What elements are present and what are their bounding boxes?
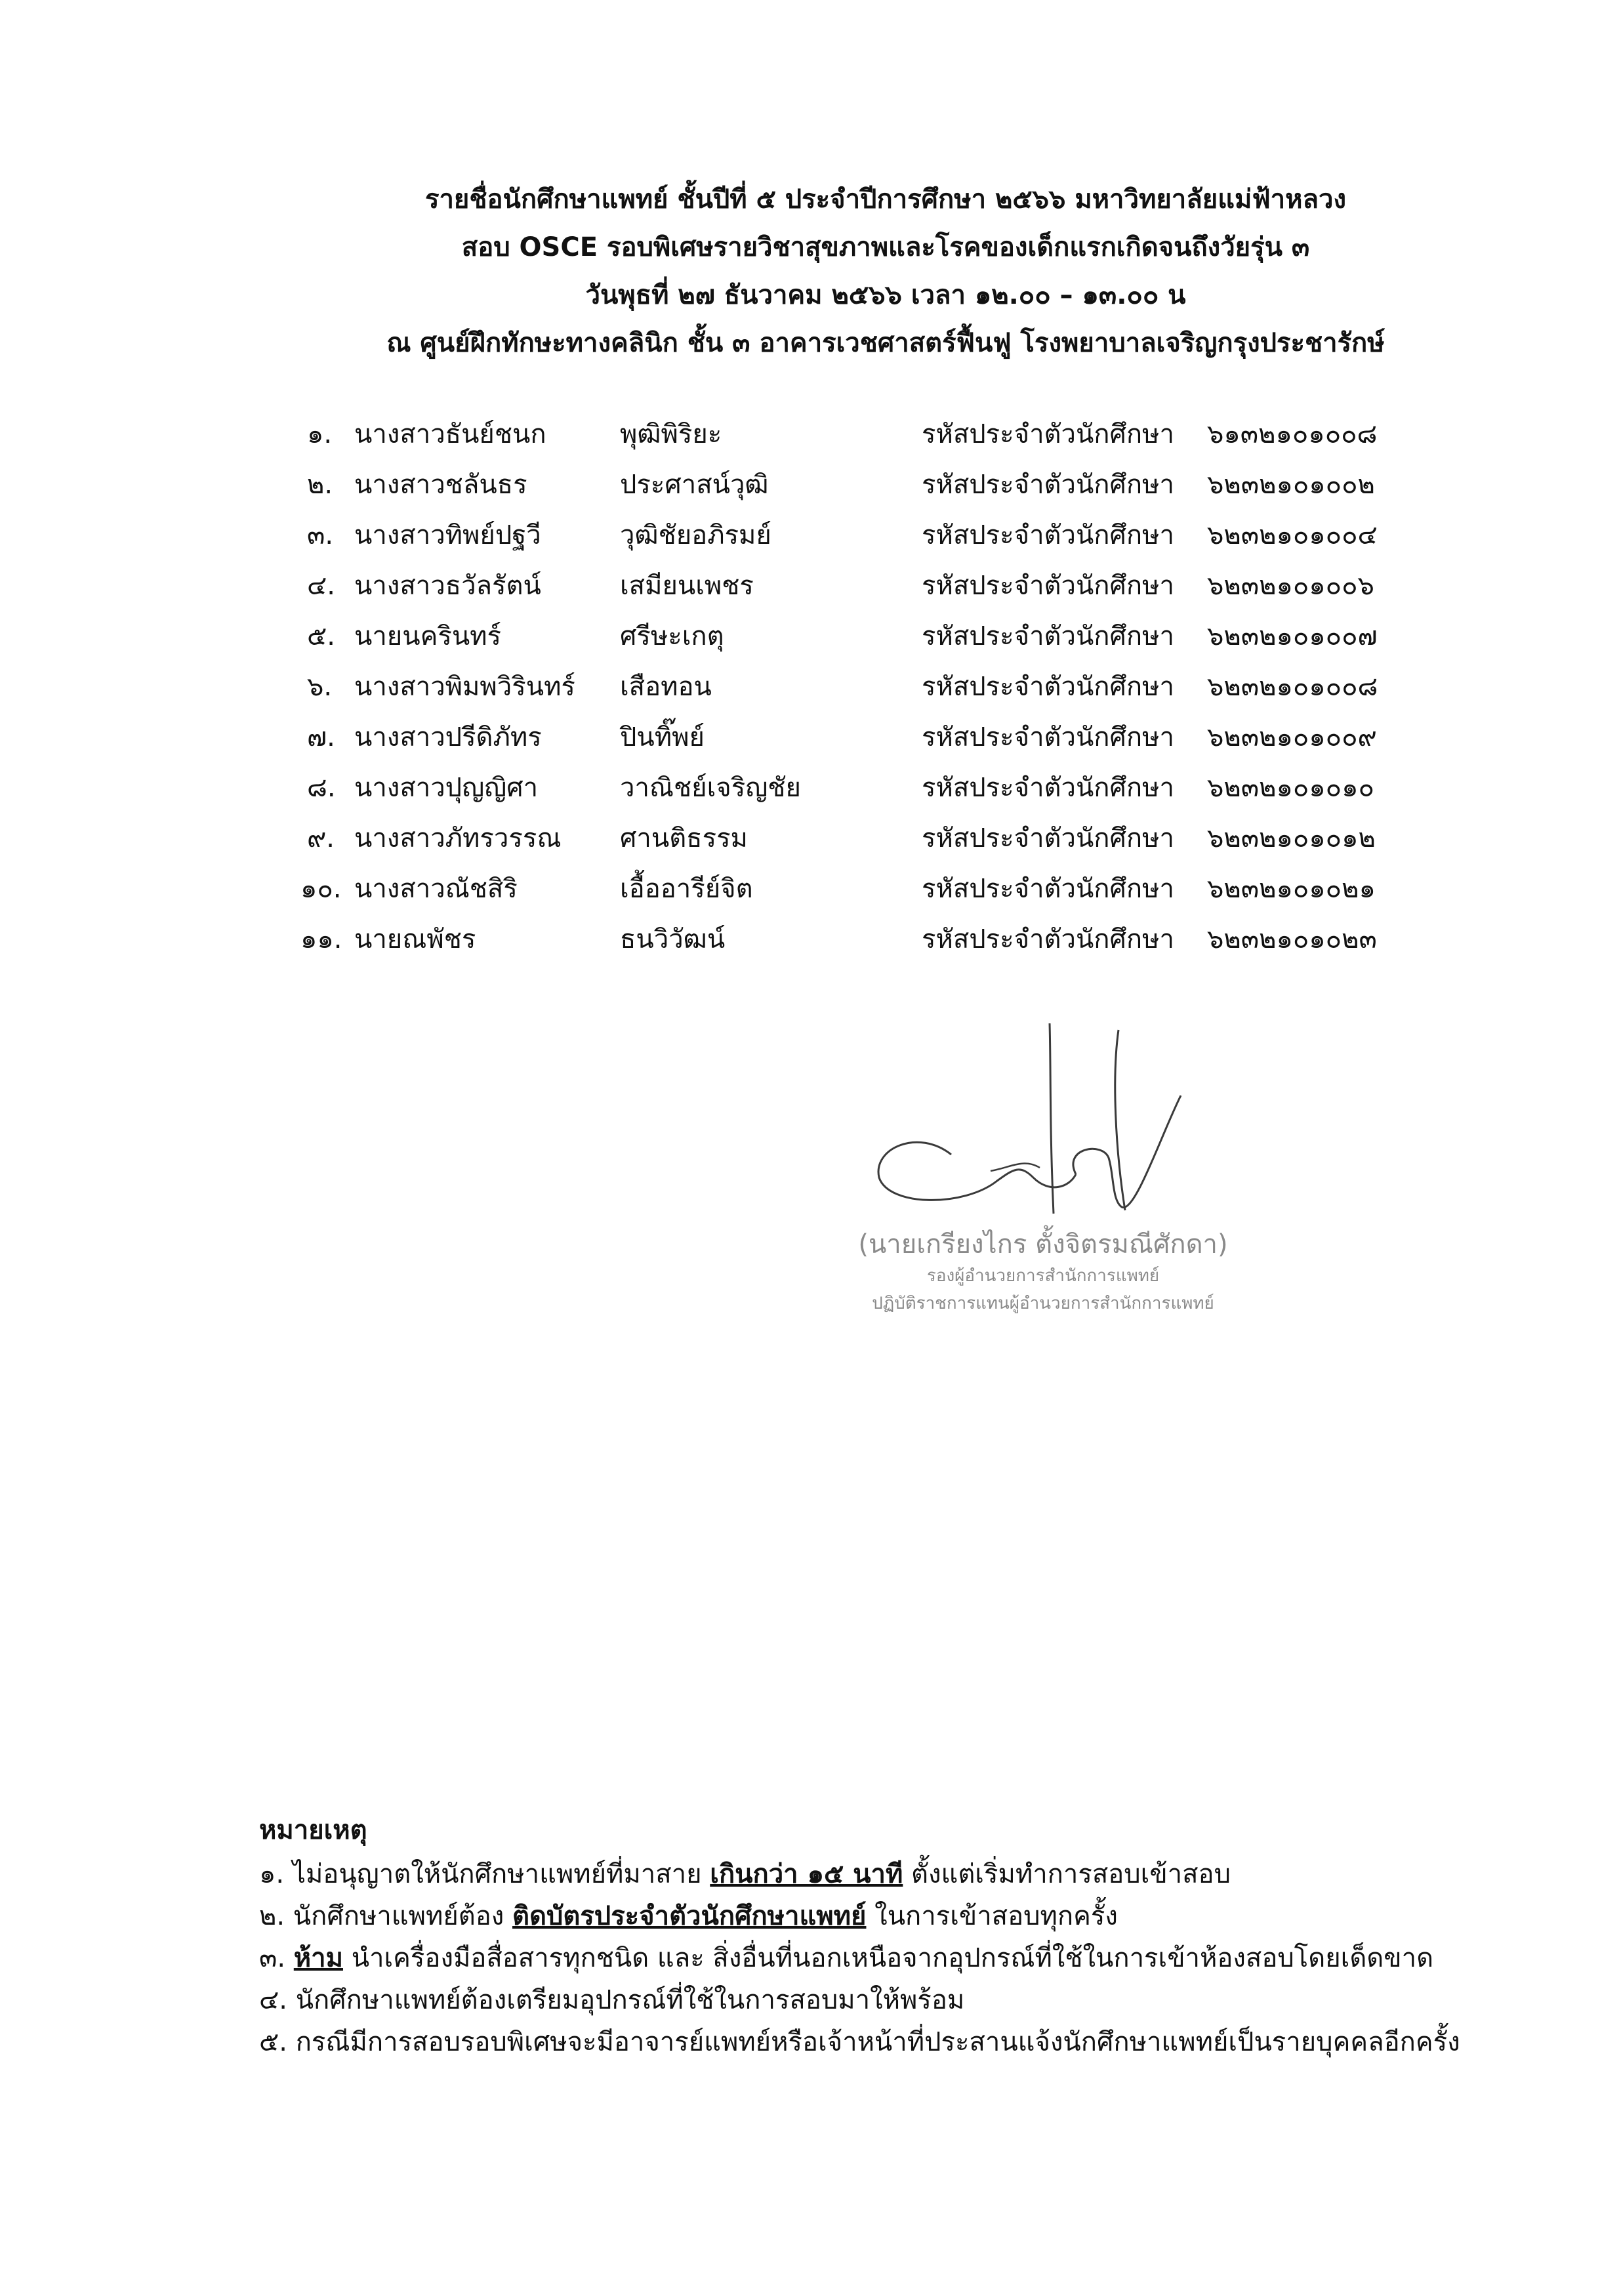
student-id-label: รหัสประจำตัวนักศึกษา	[922, 520, 1174, 550]
remark-emphasis: เกินกว่า ๑๕ นาที	[710, 1859, 903, 1889]
signer-name: (นายเกรียงไกร ตั้งจิตรมณีศักดา)	[858, 1229, 1228, 1260]
student-last-name: ประศาสน์วุฒิ	[620, 470, 769, 500]
student-first-name: นางสาวณัชสิริ	[354, 874, 518, 904]
remark-emphasis: ติดบัตรประจำตัวนักศึกษาแพทย์	[512, 1901, 867, 1931]
student-id: ๖๒๓๒๑๐๑๐๐๙	[1207, 722, 1377, 752]
student-id: ๖๒๓๒๑๐๑๐๐๗	[1207, 621, 1378, 651]
student-first-name: นายนครินทร์	[354, 621, 502, 651]
student-row	[0, 768, 1621, 819]
header-line-2: สอบ OSCE รอบพิเศษรายวิชาสุขภาพและโรคของเด็กแรกเกิดจนถึงวัยรุ่น ๓	[461, 232, 1310, 262]
remark-item-5: ๕. กรณีมีการสอบรอบพิเศษจะมีอาจารย์แพทย์หรือเจ้าหน้าที่ประสานแจ้งนักศึกษาแพทย์เป็นรายบุคคลอีกครั้ง	[259, 2027, 1460, 2057]
student-last-name: ธนวิวัฒน์	[620, 924, 726, 954]
student-last-name: เสมียนเพชร	[620, 571, 754, 601]
student-id-label: รหัสประจำตัวนักศึกษา	[922, 823, 1174, 853]
student-id-label: รหัสประจำตัวนักศึกษา	[922, 470, 1174, 500]
student-last-name: พุฒิพิริยะ	[620, 419, 722, 449]
student-first-name: นางสาวภัทรวรรณ	[354, 823, 562, 853]
row-index: ๗.	[307, 722, 335, 752]
student-first-name: นางสาวธันย์ชนก	[354, 419, 546, 449]
student-id: ๖๑๓๒๑๐๑๐๐๘	[1207, 419, 1378, 449]
remark-text: ๓.	[259, 1943, 294, 1973]
row-index: ๕.	[307, 621, 335, 651]
remark-item-4: ๔. นักศึกษาแพทย์ต้องเตรียมอุปกรณ์ที่ใช้ในการสอบมาให้พร้อม	[259, 1985, 965, 2015]
remark-text: ในการเข้าสอบทุกครั้ง	[866, 1901, 1118, 1931]
student-id-label: รหัสประจำตัวนักศึกษา	[922, 621, 1174, 651]
student-id-label: รหัสประจำตัวนักศึกษา	[922, 874, 1174, 904]
student-row	[0, 617, 1621, 667]
row-index: ๔.	[307, 571, 335, 601]
handwritten-signature	[853, 1017, 1194, 1227]
student-id: ๖๒๓๒๑๐๑๐๑๒	[1207, 823, 1376, 853]
student-id: ๖๒๓๒๑๐๑๐๒๑	[1207, 874, 1376, 904]
signer-block	[833, 1227, 1253, 1317]
row-index: ๒.	[307, 470, 333, 500]
student-row	[0, 667, 1621, 718]
remark-item-2	[259, 1895, 1538, 1937]
student-id: ๖๒๓๒๑๐๑๐๐๘	[1207, 672, 1378, 702]
remarks-section	[259, 1807, 1538, 2063]
student-last-name: วุฒิชัยอภิรมย์	[620, 520, 771, 550]
student-row	[0, 516, 1621, 566]
row-index: ๖.	[307, 672, 333, 702]
row-index: ๓.	[307, 520, 334, 550]
student-last-name: ศานติธรรม	[620, 823, 748, 853]
student-id: ๖๒๓๒๑๐๑๐๑๐	[1207, 773, 1374, 803]
student-first-name: นางสาวปุญญิศา	[354, 773, 539, 803]
row-index: ๑๑.	[300, 924, 342, 954]
remark-text: ๒. นักศึกษาแพทย์ต้อง	[259, 1901, 512, 1931]
row-index: ๘.	[307, 773, 336, 803]
student-row	[0, 819, 1621, 869]
signer-position-2: ปฏิบัติราชการแทนผู้อำนวยการสำนักการแพทย์	[872, 1294, 1214, 1313]
student-first-name: นางสาวชลันธร	[354, 470, 527, 500]
remark-text: ตั้งแต่เริ่มทำการสอบเข้าสอบ	[903, 1859, 1231, 1889]
student-last-name: วาณิชย์เจริญชัย	[620, 773, 801, 803]
remark-item-1	[259, 1853, 1538, 1895]
student-last-name: เสือทอน	[620, 672, 712, 702]
header-line-4: ณ ศูนย์ฝึกทักษะทางคลินิก ชั้น ๓ อาคารเวชศาสตร์ฟื้นฟู โรงพยาบาลเจริญกรุงประชารักษ์	[386, 328, 1385, 358]
student-first-name: นางสาวพิมพวิรินทร์	[354, 672, 575, 702]
student-first-name: นางสาวทิพย์ปฐวี	[354, 520, 541, 550]
remarks-title: หมายเหตุ	[259, 1815, 367, 1845]
student-id-label: รหัสประจำตัวนักศึกษา	[922, 571, 1174, 601]
student-first-name: นายณพัชร	[354, 924, 476, 954]
student-id: ๖๒๓๒๑๐๑๐๐๔	[1207, 520, 1378, 550]
remark-text: ๑. ไม่อนุญาตให้นักศึกษาแพทย์ที่มาสาย	[259, 1859, 710, 1889]
signer-position-1: รองผู้อำนวยการสำนักการแพทย์	[926, 1266, 1160, 1286]
student-id: ๖๒๓๒๑๐๑๐๐๖	[1207, 571, 1374, 601]
student-id-label: รหัสประจำตัวนักศึกษา	[922, 722, 1174, 752]
student-last-name: ปินทิ๊พย์	[620, 722, 705, 752]
row-index: ๙.	[307, 823, 335, 853]
student-last-name: ศรีษะเกตุ	[620, 621, 724, 651]
student-row	[0, 920, 1621, 970]
student-row	[0, 869, 1621, 920]
student-first-name: นางสาวปรีดิภัทร	[354, 722, 542, 752]
remark-item-3	[259, 1937, 1538, 1979]
header-line-3: วันพุธที่ ๒๗ ธันวาคม ๒๕๖๖ เวลา ๑๒.๐๐ – ๑๓.๐๐ น	[585, 280, 1186, 310]
student-id-label: รหัสประจำตัวนักศึกษา	[922, 924, 1174, 954]
document-header	[197, 176, 1574, 367]
remark-emphasis: ห้าม	[293, 1943, 343, 1973]
student-row	[0, 718, 1621, 768]
student-id-label: รหัสประจำตัวนักศึกษา	[922, 419, 1174, 449]
header-line-1: รายชื่อนักศึกษาแพทย์ ชั้นปีที่ ๕ ประจำปีการศึกษา ๒๕๖๖ มหาวิทยาลัยแม่ฟ้าหลวง	[424, 184, 1346, 215]
row-index: ๑๐.	[300, 874, 342, 904]
student-last-name: เอื้ออารีย์จิต	[620, 874, 753, 904]
student-id: ๖๒๓๒๑๐๑๐๒๓	[1207, 924, 1377, 954]
student-row	[0, 415, 1621, 465]
student-first-name: นางสาวธวัลรัตน์	[354, 571, 541, 601]
student-row	[0, 566, 1621, 617]
student-id-label: รหัสประจำตัวนักศึกษา	[922, 773, 1174, 803]
student-id: ๖๒๓๒๑๐๑๐๐๒	[1207, 470, 1375, 500]
student-id-label: รหัสประจำตัวนักศึกษา	[922, 672, 1174, 702]
row-index: ๑.	[307, 419, 333, 449]
student-list	[0, 415, 1621, 970]
remark-text: นำเครื่องมือสื่อสารทุกชนิด และ สิ่งอื่นที่นอกเหนือจากอุปกรณ์ที่ใช้ในการเข้าห้องสอบโดยเด็ดขาด	[342, 1943, 1434, 1973]
student-row	[0, 465, 1621, 516]
